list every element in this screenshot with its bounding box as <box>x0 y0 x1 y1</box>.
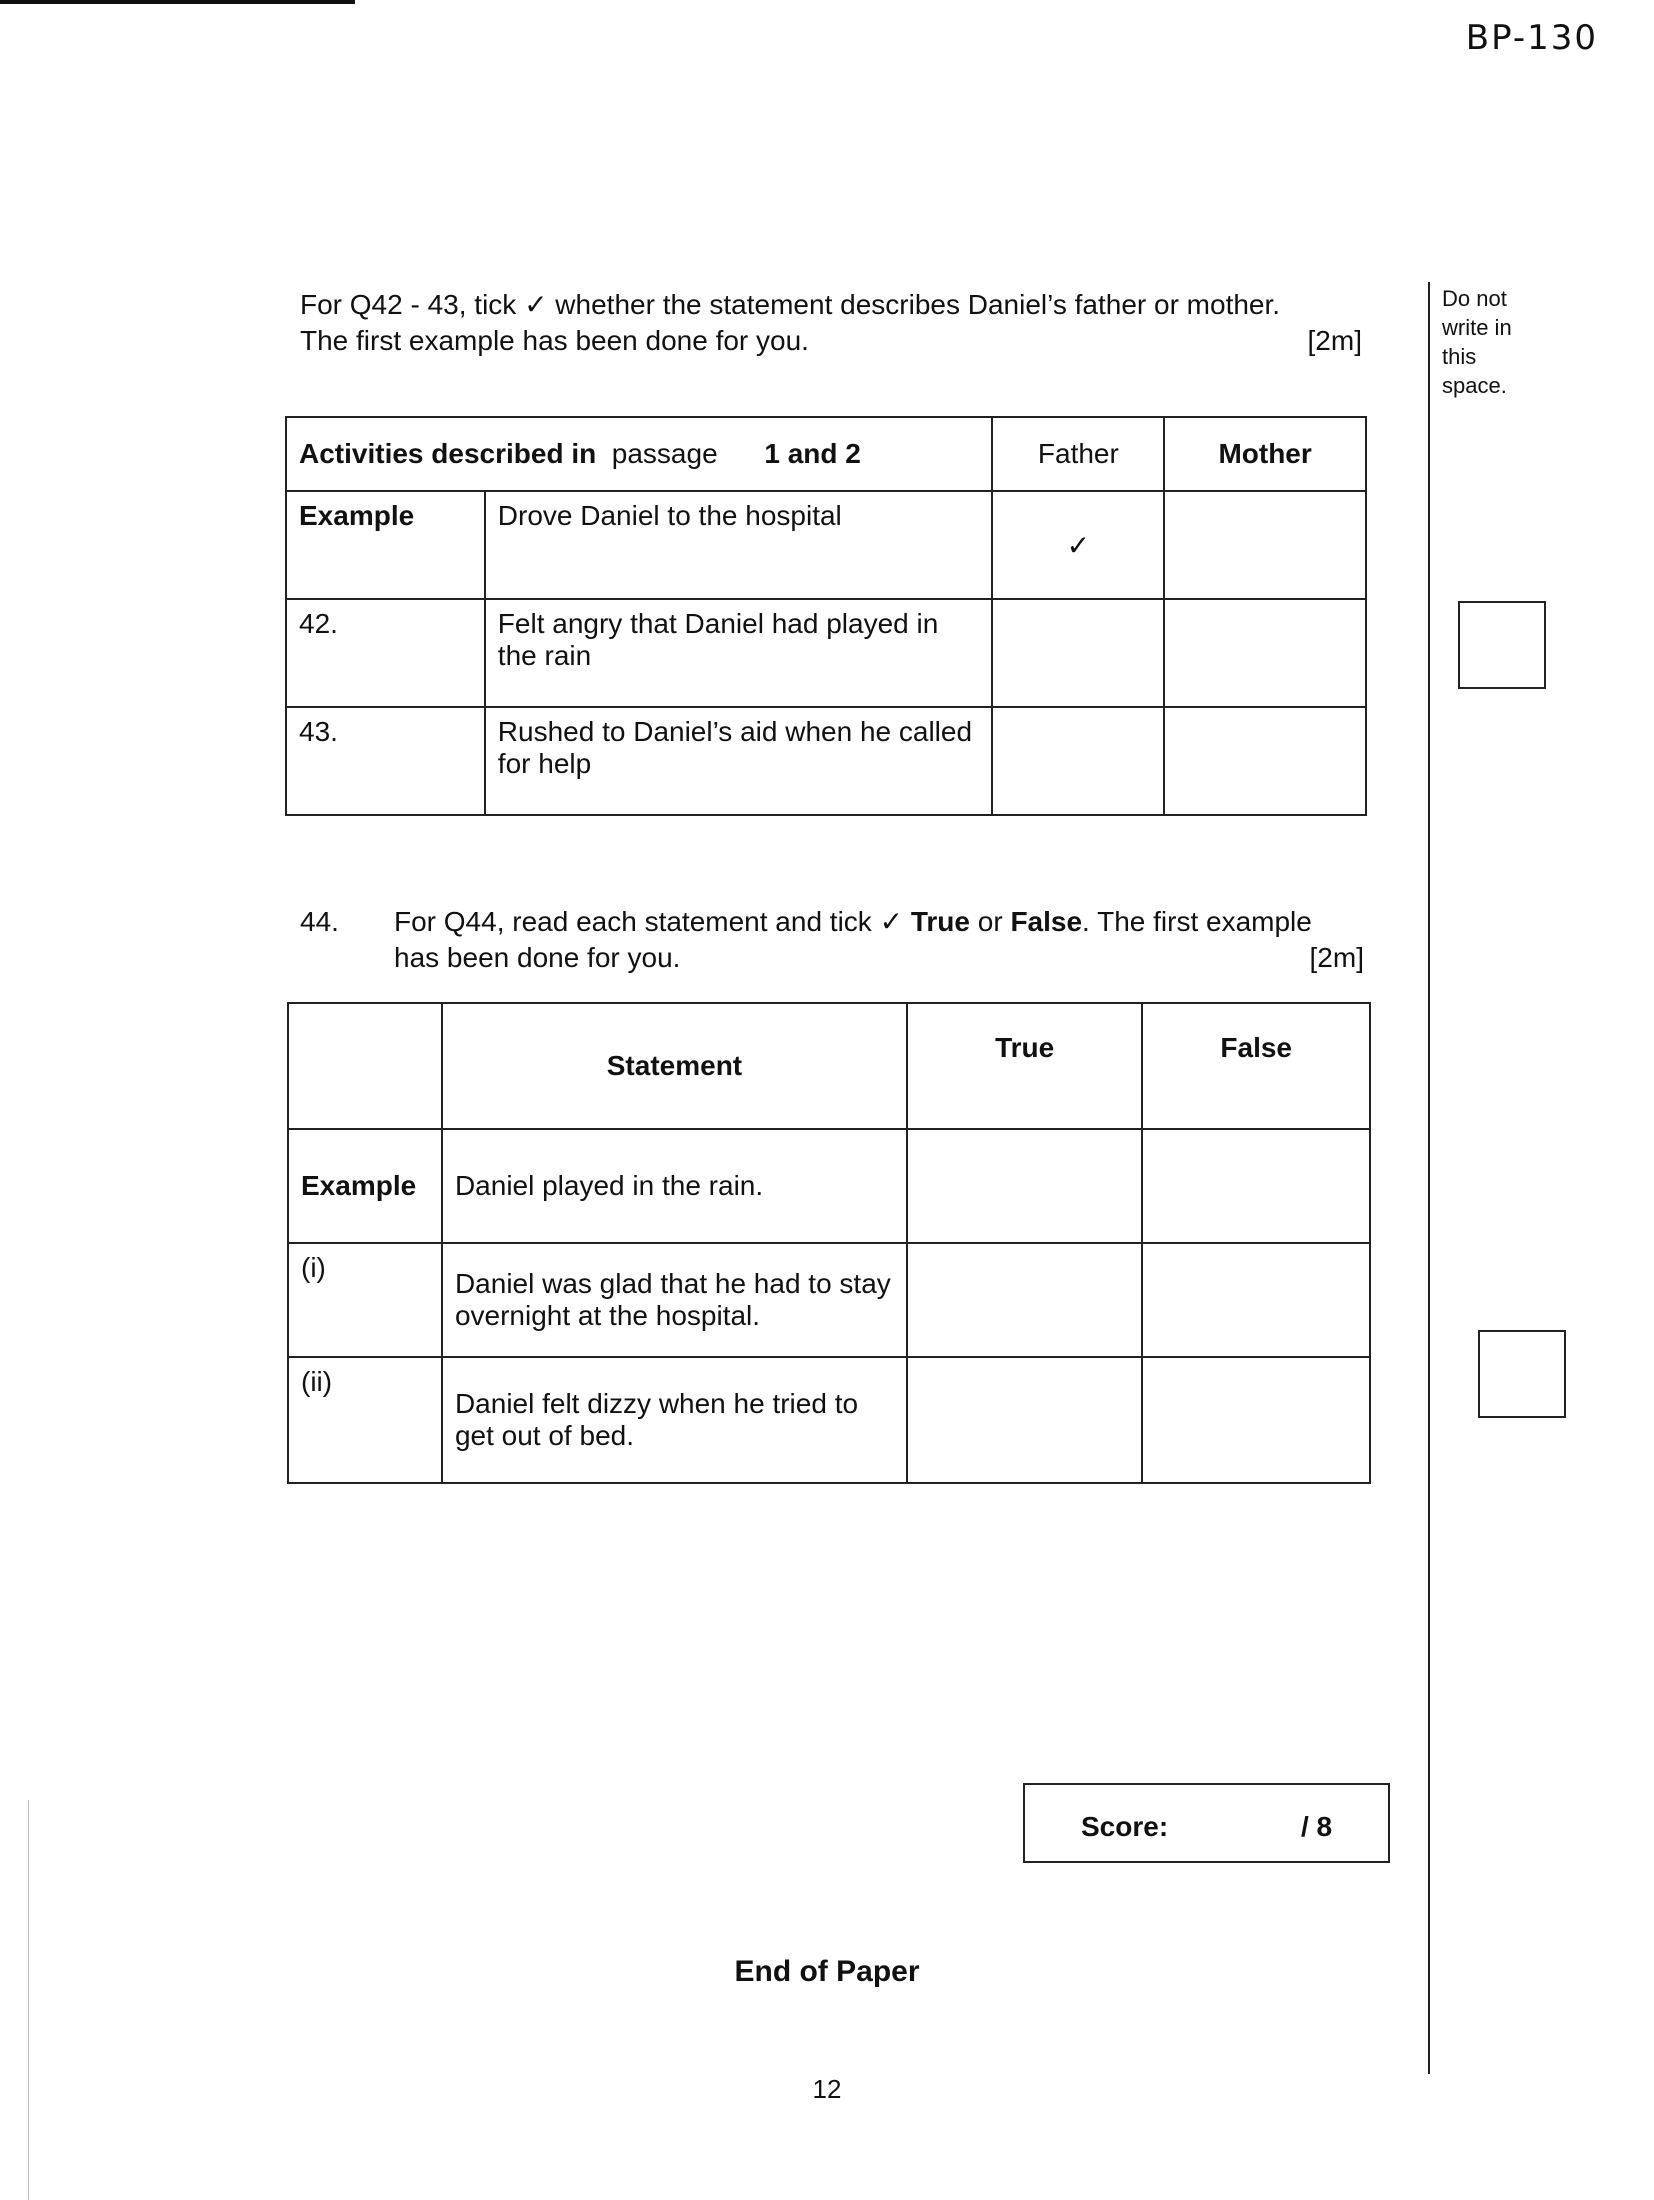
blank-header-cell <box>288 1003 442 1129</box>
father-header: Father <box>992 417 1164 491</box>
row-activity: Drove Daniel to the hospital <box>485 491 993 599</box>
row-label: 43. <box>286 707 485 815</box>
row-statement: Daniel felt dizzy when he tried to get out of bed. <box>442 1357 907 1483</box>
q42-43-instruction-line1: For Q42 - 43, tick ✓ whether the statement describes Daniel’s father or mother. <box>300 289 1281 320</box>
activities-header-bold: Activities described in <box>299 438 597 469</box>
q44-marks: [2m] <box>1309 942 1364 973</box>
q44-table <box>287 1002 1371 1484</box>
score-box[interactable] <box>1023 1783 1390 1863</box>
row-statement: Daniel was glad that he had to stay overnight at the hospital. <box>442 1243 907 1357</box>
table-row <box>286 599 1366 707</box>
row-statement: Daniel played in the rain. <box>442 1129 907 1243</box>
father-tick-cell[interactable] <box>992 707 1164 815</box>
margin-note-line: Do not <box>1442 286 1507 311</box>
row-activity: Felt angry that Daniel had played in the rain <box>485 599 993 707</box>
q44-header-row <box>288 1003 1370 1129</box>
paper-code: BP-130 <box>1465 18 1598 58</box>
q44-true-word: True <box>910 906 970 937</box>
q44-instruction-tail: . The first example <box>1082 906 1312 937</box>
q44-instruction-line2: has been done for you. <box>394 942 681 973</box>
true-tick-cell[interactable] <box>907 1357 1142 1483</box>
row-label: 42. <box>286 599 485 707</box>
row-activity: Rushed to Daniel’s aid when he called for help <box>485 707 993 815</box>
marks-box-q44[interactable] <box>1478 1330 1566 1418</box>
false-tick-cell[interactable] <box>1142 1357 1370 1483</box>
page-number: 12 <box>812 2074 842 2104</box>
q42-43-table <box>285 416 1367 816</box>
q44-instruction <box>300 904 1392 976</box>
margin-note-line: write in <box>1442 315 1512 340</box>
q44-number: 44. <box>300 906 339 937</box>
false-tick-cell[interactable] <box>1142 1243 1370 1357</box>
score-label: Score: <box>1081 1811 1169 1842</box>
activities-header-normal: passage <box>611 438 718 469</box>
margin-rule <box>1428 282 1430 2074</box>
row-label: Example <box>288 1129 442 1243</box>
table-row <box>288 1243 1370 1357</box>
q44-instruction-text: For Q44, read each statement and tick ✓ <box>394 906 911 937</box>
false-tick-cell[interactable] <box>1142 1129 1370 1243</box>
score-total: / 8 <box>1301 1811 1333 1842</box>
true-tick-cell[interactable] <box>907 1129 1142 1243</box>
row-label: (ii) <box>288 1357 442 1483</box>
table-row <box>286 491 1366 599</box>
activities-header-passages: 1 and 2 <box>764 438 861 469</box>
tick-mark: ✓ <box>1066 529 1091 561</box>
q44-instruction-line1 <box>394 904 1392 940</box>
row-label: (i) <box>288 1243 442 1357</box>
end-of-paper: End of Paper <box>734 1955 920 1988</box>
mother-tick-cell[interactable] <box>1164 707 1366 815</box>
table-row <box>288 1129 1370 1243</box>
top-rule <box>0 0 355 4</box>
table-row <box>286 707 1366 815</box>
statement-header: Statement <box>442 1003 907 1129</box>
q42-43-instruction <box>300 287 1362 359</box>
activities-header <box>286 417 992 491</box>
row-label: Example <box>286 491 485 599</box>
marks-box-q42-43[interactable] <box>1458 601 1546 689</box>
table-row <box>288 1357 1370 1483</box>
q42-43-instruction-line2: The first example has been done for you. <box>300 325 809 356</box>
father-tick-cell[interactable] <box>992 491 1164 599</box>
mother-tick-cell[interactable] <box>1164 491 1366 599</box>
mother-header: Mother <box>1164 417 1366 491</box>
q44-or-word: or <box>969 906 1011 937</box>
mother-tick-cell[interactable] <box>1164 599 1366 707</box>
father-tick-cell[interactable] <box>992 599 1164 707</box>
margin-note <box>1442 284 1542 400</box>
margin-note-line: space. <box>1442 373 1507 398</box>
q42-43-header-row <box>286 417 1366 491</box>
q44-false-word: False <box>1010 906 1083 937</box>
q42-43-marks: [2m] <box>1307 325 1362 356</box>
true-header: True <box>907 1003 1142 1129</box>
binding-rule <box>28 1800 29 2200</box>
margin-note-line: this <box>1442 344 1477 369</box>
true-tick-cell[interactable] <box>907 1243 1142 1357</box>
false-header: False <box>1142 1003 1370 1129</box>
